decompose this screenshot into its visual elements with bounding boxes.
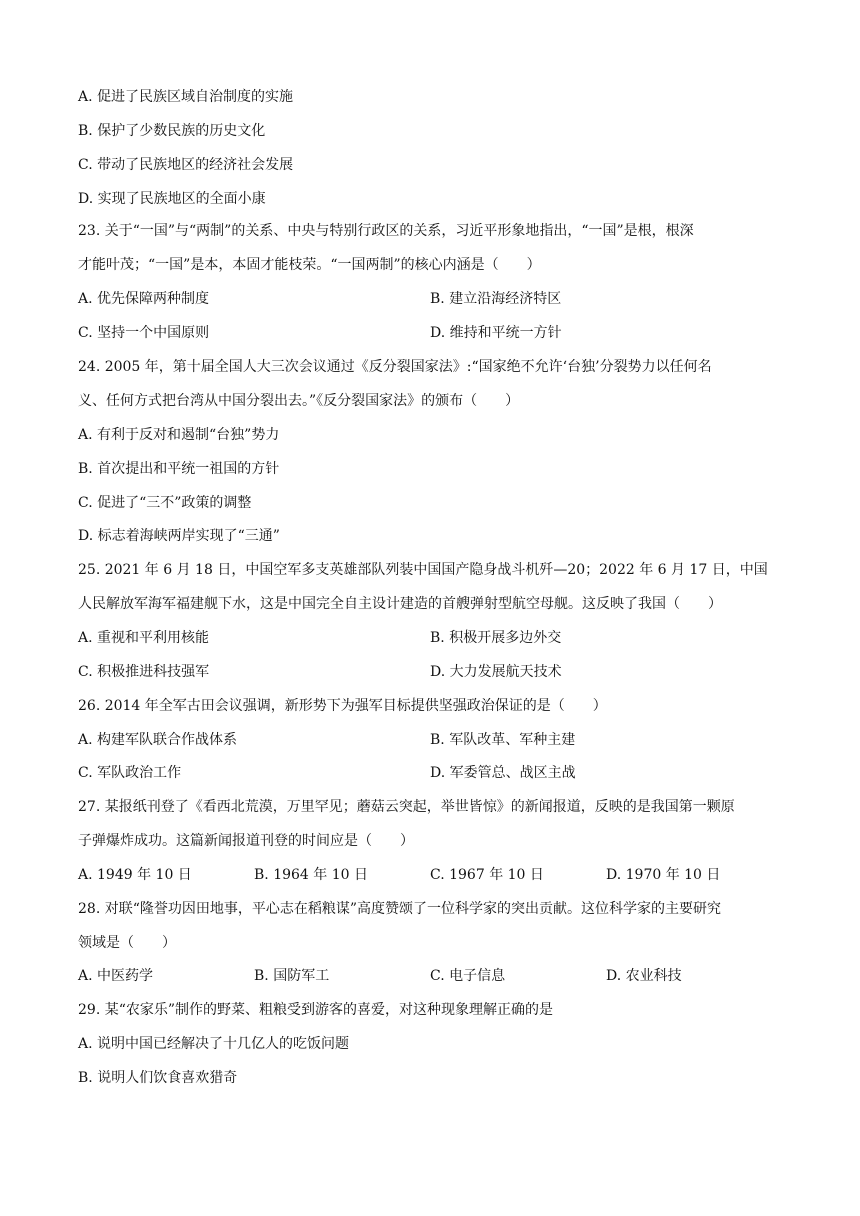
q23-stem-line2: 才能叶茂；“一国”是本，本固才能枝荣。“一国两制”的核心内涵是（ ） [78,257,541,273]
q27-option-a: A. 1949 年 10 日 [78,867,192,883]
q25-stem-line2: 人民解放军海军福建舰下水，这是中国完全自主设计建造的首艘弹射型航空母舰。这反映了我国（ ） [78,596,722,612]
q29-stem-line1: 29. 某“农家乐”制作的野菜、粗粮受到游客的喜爱，对这种现象理解正确的是 [78,1002,554,1018]
q26-option-d: D. 军委管总、战区主战 [430,765,576,781]
q28-option-c: C. 电子信息 [430,968,506,984]
q27-stem-line2: 子弹爆炸成功。这篇新闻报道刊登的时间应是（ ） [78,833,414,849]
q23-stem-line1: 23. 关于“一国”与“两制”的关系、中央与特别行政区的关系，习近平形象地指出，“一国”是根，根深 [78,223,694,239]
q28-option-d: D. 农业科技 [606,968,682,984]
q26-option-c: C. 军队政治工作 [78,765,182,781]
q24-option-a: A. 有利于反对和遏制“台独”势力 [78,427,280,443]
q25-option-b: B. 积极开展多边外交 [430,630,562,646]
q25-option-c: C. 积极推进科技强军 [78,664,210,680]
q24-stem-line2: 义、任何方式把台湾从中国分裂出去。”《反分裂国家法》的颁布（ ） [78,393,520,409]
q24-option-c: C. 促进了“三不”政策的调整 [78,495,252,511]
q24-option-d: D. 标志着海峡两岸实现了“三通” [78,528,280,544]
q24-stem-line1: 24. 2005 年，第十届全国人大三次会议通过《反分裂国家法》:“国家绝不允许‘台独’分裂势力以任何名 [78,359,712,375]
q27-option-c: C. 1967 年 10 日 [430,867,544,883]
q24-option-b: B. 首次提出和平统一祖国的方针 [78,461,280,477]
q23-option-c: C. 坚持一个中国原则 [78,325,210,341]
q26-option-b: B. 军队改革、军种主建 [430,732,576,748]
q26-option-a: A. 构建军队联合作战体系 [78,732,238,748]
q25-option-d: D. 大力发展航天技术 [430,664,562,680]
q26-stem-line1: 26. 2014 年全军古田会议强调，新形势下为强军目标提供坚强政治保证的是（ ） [78,698,607,714]
q27-option-d: D. 1970 年 10 日 [606,867,721,883]
q28-stem-line2: 领域是（ ） [78,935,176,951]
q28-stem-line1: 28. 对联“隆誉功因田地事，平心志在稻粮谋”高度赞颂了一位科学家的突出贡献。这位科学家的主要研究 [78,901,722,917]
q28-option-b: B. 国防军工 [254,968,330,984]
q29-option-a: A. 说明中国已经解决了十几亿人的吃饭问题 [78,1036,350,1052]
q23-option-b: B. 建立沿海经济特区 [430,291,562,307]
q22-option-d: D. 实现了民族地区的全面小康 [78,191,266,207]
q25-stem-line1: 25. 2021 年 6 月 18 日，中国空军多支英雄部队列装中国国产隐身战斗机歼—20；2022 年 6 月 17 日，中国 [78,562,768,578]
q23-option-d: D. 维持和平统一方针 [430,325,562,341]
q27-option-b: B. 1964 年 10 日 [254,867,368,883]
q22-option-c: C. 带动了民族地区的经济社会发展 [78,157,294,173]
q22-option-b: B. 保护了少数民族的历史文化 [78,123,266,139]
q22-option-a: A. 促进了民族区域自治制度的实施 [78,89,294,105]
q29-option-b: B. 说明人们饮食喜欢猎奇 [78,1070,238,1086]
q25-option-a: A. 重视和平利用核能 [78,630,210,646]
q23-option-a: A. 优先保障两种制度 [78,291,210,307]
q28-option-a: A. 中医药学 [78,968,154,984]
q27-stem-line1: 27. 某报纸刊登了《看西北荒漠，万里罕见；蘑菇云突起，举世皆惊》的新闻报道，反映的是我国第一颗原 [78,799,735,815]
